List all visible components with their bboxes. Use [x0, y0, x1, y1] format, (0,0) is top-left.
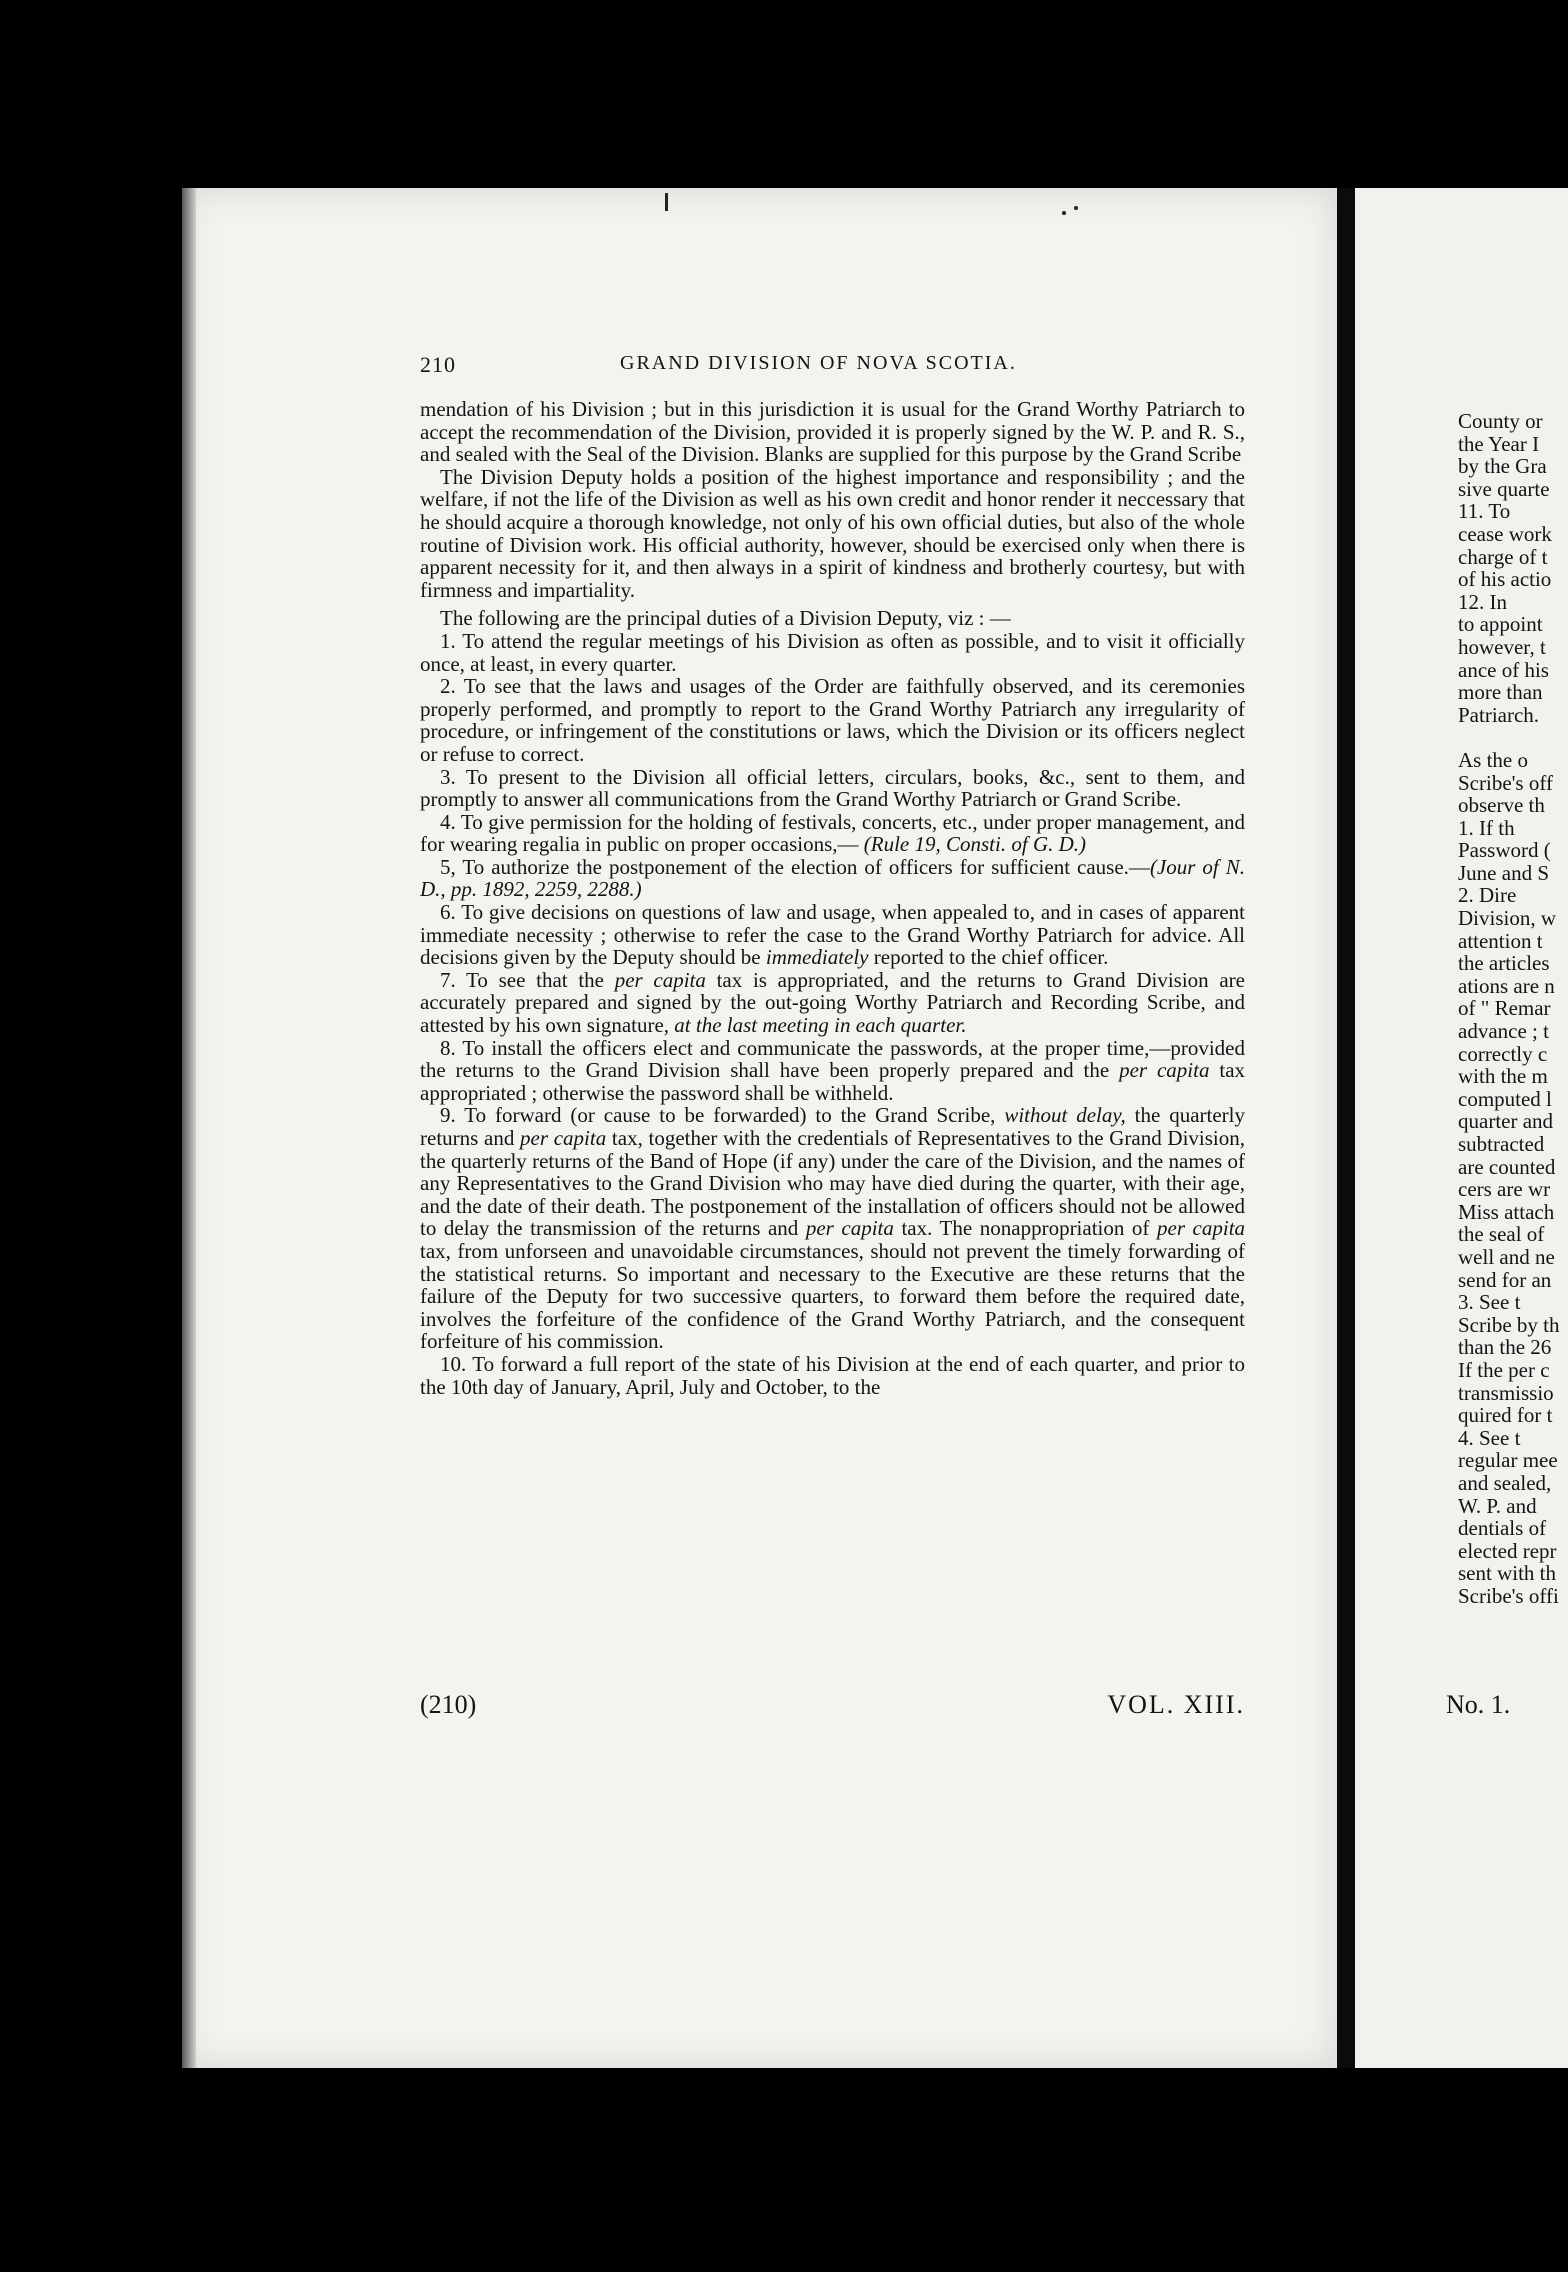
right-page-footer: No. 1. [1446, 1690, 1511, 1719]
paragraph: The Division Deputy holds a position of the highest importance and responsibility ; and the welfare, if not the life of the Division as well as his own credit and honor render it neccessary that he should acquire a thorough knowledge, not only of his own official duties, but also of the whole routine of Division work. His official authority, however, should be exercised only when there is apparent necessity for it, and then always in a spirit of kindness and brotherly courtesy, but with firmness and impartiality. [420, 464, 1245, 602]
footer-page-number: (210) [420, 1690, 477, 1719]
emphasis: per capita [1157, 1216, 1246, 1241]
paragraph-text: reported to the chief officer. [873, 945, 1109, 970]
book-gutter [1337, 188, 1355, 2068]
right-page-line: subtracted [1458, 1132, 1545, 1156]
paragraph-text: 6. To give decisions on questions of law and usage, when appealed to, and in cases of apparent immediate necessity ; otherwise to refer the case to the Grand Worthy Patriarch for advice. All decisions given by the Deputy should be [420, 900, 1245, 970]
right-page-line: Patriarch. [1458, 702, 1540, 727]
page-header [420, 352, 1240, 392]
right-page-line: by the Gra [1458, 454, 1547, 479]
paragraph-text: 8. To install the officers elect and communicate the passwords, at the proper time,—provided the returns to the Grand Division shall have been properly prepared and the [420, 1035, 1245, 1083]
citation: (Jour of N. D., pp. 1892, 2259, 2288.) [420, 854, 1246, 902]
paragraph-text: 7. To see that the [440, 967, 604, 992]
paragraph-text: tax appropriated ; otherwise the password shall be withheld. [420, 1058, 1246, 1105]
paragraph [420, 856, 1245, 901]
paragraph [420, 1104, 1245, 1353]
paragraph-text: tax is appropriated, and the returns to Grand Division are accurately prepared and signed by the out-going Worthy Patriarch and Recording Scribe, and attested by his own signature, [420, 967, 1245, 1038]
right-page-line: Division, w [1458, 906, 1557, 931]
emphasis: immediately [765, 945, 869, 970]
right-page-line: 11. To [1458, 499, 1511, 524]
right-page-line: the Year I [1458, 431, 1540, 456]
right-page-line: quired for t [1458, 1403, 1553, 1428]
right-page-line: the articles [1458, 951, 1550, 976]
right-page-line: Miss attach [1458, 1199, 1555, 1224]
right-page-line: of his actio [1458, 567, 1552, 592]
right-page-line: sive quarte [1458, 476, 1550, 501]
paragraph-text: tax, from unforseen and unavoidable circumstances, should not prevent the timely forwarding of the statistical returns. So important and necessary to the Executive are these returns that the failure of the Deputy for two successive quarters, to forward them before the required date, involves the forfeiture of the confidence of the Grand Worthy Patriarch, and the consequent forfeiture of his commission. [420, 1238, 1245, 1354]
right-page-line: 1. If th [1458, 815, 1515, 840]
paragraph-text: the quarterly returns and [420, 1103, 1246, 1150]
citation: (Rule 19, Consti. of G. D.) [863, 832, 1087, 857]
paragraph: 2. To see that the laws and usages of the Order are faithfully observed, and its ceremonies properly performed, and promptly to report to the Grand Worthy Patriarch any irregularity of procedure, or infringement of the constitutions or laws, which the Division or its officers neglect or refuse to correct. [420, 674, 1245, 766]
right-page-line: charge of t [1458, 544, 1548, 569]
right-page-line: cers are wr [1458, 1177, 1551, 1202]
emphasis: without delay, [1004, 1103, 1126, 1128]
right-page-line: If the per c [1458, 1357, 1550, 1382]
right-page-line: and sealed, [1458, 1470, 1552, 1495]
scan-speck [1062, 211, 1066, 215]
emphasis: per capita [1119, 1058, 1210, 1083]
right-page-line: ations are n [1458, 973, 1555, 998]
right-page-line: Scribe by th [1458, 1312, 1560, 1337]
right-page-line: send for an [1458, 1267, 1552, 1292]
right-page-line: however, t [1458, 634, 1546, 659]
right-page-line: June and S [1458, 860, 1549, 885]
paragraph: mendation of his Division ; but in this jurisdiction it is usual for the Grand Worthy Patriarch to accept the recommendation of the Division, provided it is properly signed by the W. P. and R. S., and sealed with the Seal of the Division. Blanks are supplied for this purpose by the Grand Scribe [420, 397, 1245, 467]
right-page-line: 4. See t [1458, 1425, 1521, 1450]
right-page-line: As the o [1458, 747, 1528, 772]
right-page-line: Password ( [1458, 838, 1551, 863]
right-page-text [1458, 410, 1568, 1607]
right-page-line: W. P. and [1458, 1493, 1537, 1518]
paragraph: 3. To present to the Division all official letters, circulars, books, &c., sent to them, and promptly to answer all communications from the Grand Worthy Patriarch or Grand Scribe. [420, 764, 1245, 812]
volume-label: VOL. XIII. [1107, 1690, 1245, 1719]
scan-speck [665, 193, 668, 211]
right-page-line: dentials of [1458, 1516, 1547, 1541]
right-page-line: computed l [1458, 1086, 1552, 1111]
right-page-line: advance ; t [1458, 1019, 1549, 1044]
emphasis: at the last meeting in each quarter. [674, 1013, 967, 1038]
paragraph: 10. To forward a full report of the state of his Division at the end of each quarter, and prior to the 10th day of January, April, July and October, to the [420, 1351, 1245, 1399]
right-page-line: attention t [1458, 928, 1543, 953]
right-page-line: 3. See t [1458, 1290, 1521, 1315]
paragraph [420, 901, 1245, 969]
right-page-line [1458, 726, 1568, 749]
emphasis: per capita [805, 1216, 894, 1241]
paragraph-text: 5, To authorize the postponement of the election of officers for sufficient cause.— [440, 854, 1150, 879]
paragraph-text: 4. To give permission for the holding of festivals, concerts, etc., under proper management, and for wearing regalia in public on proper occasions,— [420, 809, 1245, 857]
right-page-line: transmissio [1458, 1380, 1554, 1405]
right-page-line: regular mee [1458, 1448, 1558, 1473]
right-page-line: Scribe's off [1458, 770, 1553, 795]
paragraph-text: tax, together with the credentials of Representatives to the Grand Division, the quarterly returns of the Band of Hope (if any) under the care of the Division, and the names of any Representatives to the Grand Division who may have died during the quarter, with their age, and the date of their death. The postponement of the installation of officers should not be allowed to delay the transmission of the returns and [420, 1126, 1246, 1241]
right-page-line: quarter and [1458, 1109, 1554, 1134]
right-page-line: 2. Dire [1458, 883, 1517, 908]
right-page-line: of " Remar [1458, 996, 1551, 1021]
paragraph-text: tax. The nonappropriation of [901, 1216, 1150, 1241]
paragraph [420, 1037, 1245, 1105]
paragraph: The following are the principal duties of a Division Deputy, viz : — [440, 606, 1011, 631]
right-page-line: ance of his [1458, 657, 1549, 682]
right-page-line: elected repr [1458, 1538, 1557, 1563]
right-page-line: 12. In [1458, 589, 1507, 614]
page-body [420, 398, 1245, 1398]
paragraph: 1. To attend the regular meetings of his Division as often as possible, and to visit it officially once, at least, in every quarter. [420, 628, 1245, 676]
right-page-line: more than [1458, 680, 1543, 705]
right-page-line: are counted [1458, 1154, 1556, 1179]
right-page-line: than the 26 [1458, 1335, 1552, 1360]
right-page-line: the seal of [1458, 1222, 1545, 1247]
right-page-line: to appoint [1458, 612, 1543, 637]
page-footer [420, 1690, 1245, 1722]
right-page-line: observe th [1458, 793, 1545, 818]
right-page-line: with the m [1458, 1064, 1548, 1089]
scan-speck [1074, 206, 1078, 210]
paragraph [420, 811, 1245, 856]
right-page-line: sent with th [1458, 1561, 1556, 1586]
right-page-line: County or [1458, 410, 1543, 433]
paragraph [420, 969, 1245, 1037]
emphasis: per capita [520, 1126, 607, 1150]
running-title: GRAND DIVISION OF NOVA SCOTIA. [620, 352, 1017, 374]
emphasis: per capita [614, 967, 706, 992]
right-page-line: well and ne [1458, 1244, 1555, 1269]
right-page-line: cease work [1458, 521, 1552, 546]
right-page-line: Scribe's offi [1458, 1583, 1559, 1608]
page-number: 210 [420, 352, 456, 377]
right-page-line: correctly c [1458, 1041, 1548, 1066]
paragraph-text: 9. To forward (or cause to be forwarded) to the Grand Scribe, [440, 1103, 996, 1128]
